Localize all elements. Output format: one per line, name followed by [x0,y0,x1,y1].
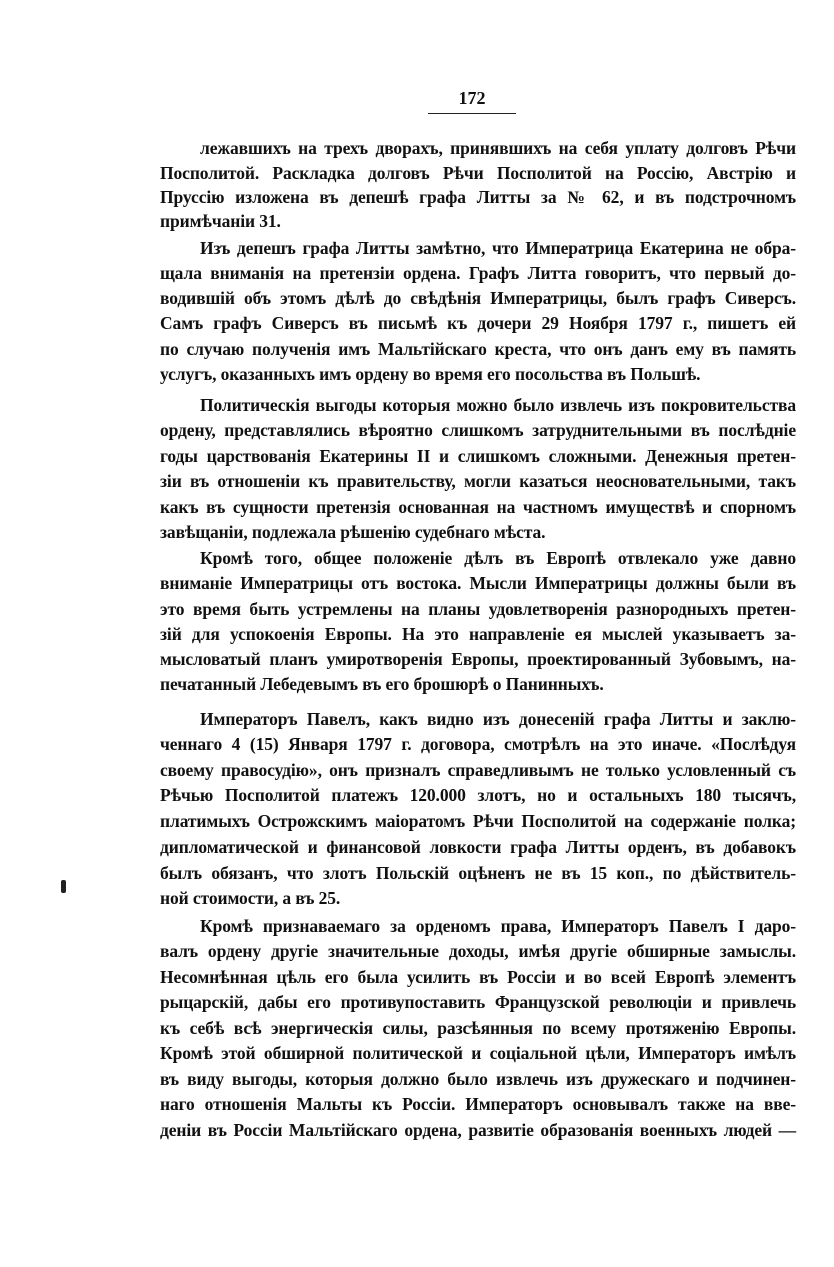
text-line: зій для успокоенія Европы. На это направленіе ея мыслей указываетъ за- [160,624,796,644]
text-line: Политическія выгоды которыя можно было извлечь изъ покровительства [200,395,796,415]
text-line: Кромѣ признаваемаго за орденомъ права, Императоръ Павелъ I даро- [200,916,796,936]
text-line: наго отношенія Мальты къ Россіи. Императоръ основывалъ также на вве- [160,1094,796,1114]
text-line: какъ въ сущности претензія основанная на частномъ имуществѣ и спорномъ [160,497,796,517]
text-line: Пруссію изложена въ депешѣ графа Литты за № 62, и въ подстрочномъ [160,187,796,207]
text-line: Посполитой. Раскладка долговъ Рѣчи Посполитой на Россію, Австрію и [160,163,796,183]
text-line: зіи въ отношеніи къ правительству, могли казаться неосновательными, такъ [160,471,796,491]
text-line: Рѣчью Посполитой платежъ 120.000 злотъ, но и остальныхъ 180 тысячъ, [160,785,796,805]
text-line: своему правосудію», онъ призналъ справедливымъ не только условленный съ [160,760,796,780]
page-number: 172 [458,88,486,108]
text-line: деніи въ Россіи Мальтійскаго ордена, развитіе образованія военныхъ людей — [160,1120,796,1140]
text-line: Изъ депешъ графа Литты замѣтно, что Императрица Екатерина не обра- [200,238,796,258]
text-line: щала вниманія на претензіи ордена. Графъ Литта говоритъ, что первый до- [160,263,796,283]
text-line: Императоръ Павелъ, какъ видно изъ донесеній графа Литты и заклю- [200,709,796,729]
text-line: это время быть устремлены на планы удовлетворенія разнородныхъ претен- [160,599,796,619]
text-line: услугъ, оказанныхъ имъ ордену во время его посольства въ Польшѣ. [160,364,701,384]
text-line: завѣщаніи, подлежала рѣшенію судебнаго мѣста. [160,522,546,542]
text-line: водившій объ этомъ дѣлѣ до свѣдѣнія Императрицы, былъ графъ Сиверсъ. [160,288,796,308]
text-line: печатанный Лебедевымъ въ его брошюрѣ о Панинныхъ. [160,674,604,694]
text-line: къ себѣ всѣ энергическія силы, разсѣянныя по всему протяженію Европы. [160,1018,796,1038]
text-line: былъ обязанъ, что злотъ Польскій оцѣненъ не въ 15 коп., по дѣйствитель- [160,863,796,883]
text-line: валъ ордену другіе значительные доходы, имѣя другіе обширные замыслы. [160,941,796,961]
text-line: платимыхъ Острожскимъ маіоратомъ Рѣчи Посполитой на содержаніе полка; [160,811,796,831]
page-number-rule [428,113,516,114]
text-line: Несомнѣнная цѣль его была усилить въ Россіи и во всей Европѣ элементъ [160,967,796,987]
text-line: въ виду выгоды, которыя должно было извлечь изъ дружескаго и подчинен- [160,1069,796,1089]
text-line: Самъ графъ Сиверсъ въ письмѣ къ дочери 29 Ноября 1797 г., пишетъ ей [160,313,796,333]
ink-blot [61,880,66,893]
text-line: рыцарскій, дабы его противупоставить Французской революціи и привлечь [160,992,796,1012]
text-line: лежавшихъ на трехъ дворахъ, принявшихъ на себя уплату долговъ Рѣчи [200,138,796,158]
text-line: вниманіе Императрицы отъ востока. Мысли Императрицы должны были въ [160,573,796,593]
text-line: годы царствованія Екатерины II и слишкомъ сложными. Денежныя претен- [160,446,796,466]
text-line: ордену, представлялись вѣроятно слишкомъ затруднительными въ послѣдніе [160,420,796,440]
text-line: Кромѣ этой обширной политической и соціальной цѣли, Императоръ имѣлъ [160,1043,796,1063]
text-line: Кромѣ того, общее положеніе дѣлъ въ Европѣ отвлекало уже давно [200,548,796,568]
text-line: дипломатической и финансовой ловкости графа Литты орденъ, въ добавокъ [160,837,796,857]
text-line: мысловатый планъ умиротворенія Европы, проектированный Зубовымъ, на- [160,649,796,669]
text-line: ной стоимости, а въ 25. [160,888,341,908]
text-line: примѣчаніи 31. [160,211,281,231]
text-line: ченнаго 4 (15) Января 1797 г. договора, смотрѣлъ на это иначе. «Послѣдуя [160,734,796,754]
text-line: по случаю полученія имъ Мальтійскаго креста, что онъ данъ ему въ память [160,339,796,359]
